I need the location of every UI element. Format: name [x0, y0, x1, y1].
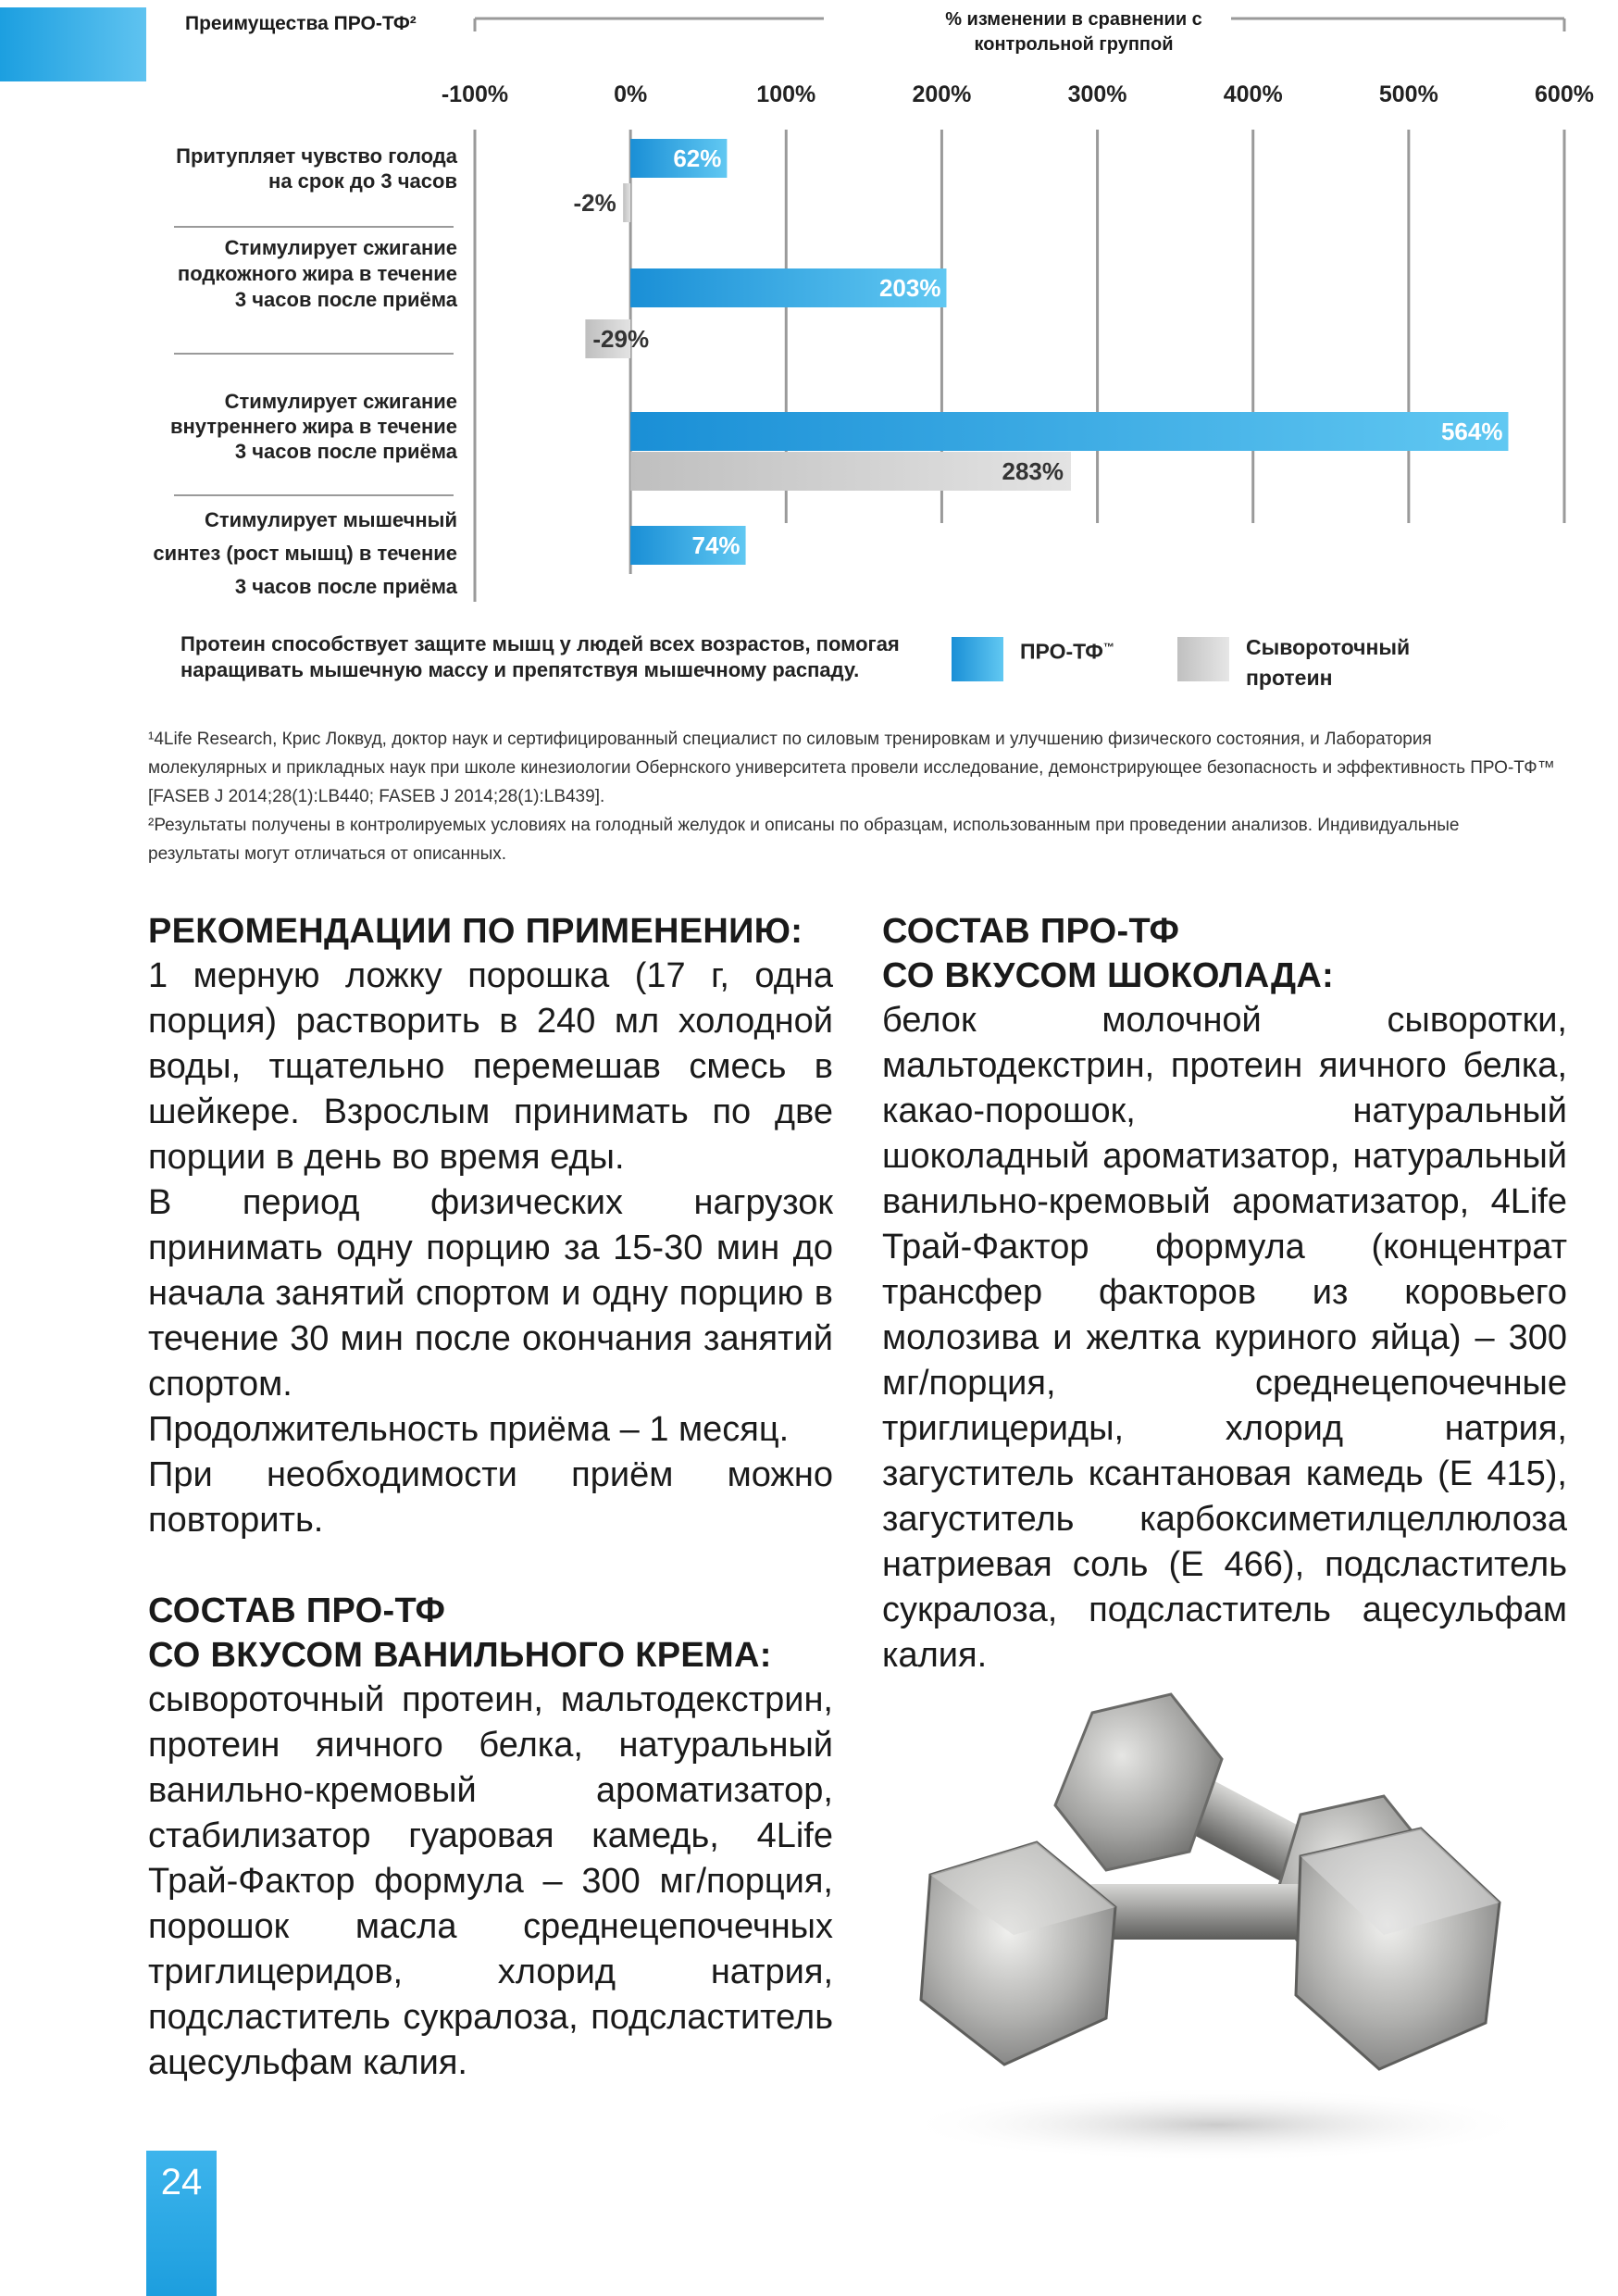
- chocolate-heading-line2: СО ВКУСОМ ШОКОЛАДА:: [882, 956, 1335, 995]
- category-label-subcutaneous-fat: [178, 235, 457, 313]
- tick-label: 500%: [1378, 81, 1438, 107]
- legend-note: [180, 631, 921, 683]
- footnotes: [148, 725, 1555, 868]
- data-label-whey: 283%: [1002, 457, 1064, 485]
- legend-label-whey-line: протеин: [1246, 666, 1333, 690]
- category-label-line: подкожного жира в течение: [177, 262, 457, 285]
- data-label-protf: 564%: [1440, 418, 1503, 445]
- footnote-1: ¹4Life Research, Крис Локвуд, доктор наук и сертифицированный специалист по силовым тренировкам и улучшению физического состояния, и Лаборатория молекулярных и прикладных наук при школе кинезиологии Обернского университета провели исследование, демонстрирующее безопасность и эффективность ПРО-ТФ™ [FASEB J 2014;28(1):LB440; FASEB J 2014;28(1):LB439].: [148, 730, 1555, 806]
- vanilla-heading-line1: СОСТАВ ПРО-ТФ: [148, 1591, 446, 1630]
- category-label-visceral-fat: [170, 389, 457, 464]
- category-label-line: Стимулирует мышечный: [204, 508, 457, 531]
- vanilla-composition: сывороточный протеин, мальтодекстрин, протеин яичного белка, натуральный ванильно-кремовый ароматизатор, стабилизатор гуаровая камедь, 4Life Трай-Фактор формула – 300 мг/порция, порошок масла среднецепочечных триглицеридов, хлорид натрия, подсластитель сукралоза, подсластитель ацесульфам калия.: [148, 1680, 833, 2082]
- legend-label-protf-text: ПРО-ТФ: [1020, 639, 1103, 664]
- bar-whey: [623, 183, 630, 222]
- data-label-protf: 62%: [673, 144, 722, 172]
- legend-label-whey: [1246, 632, 1410, 693]
- left-column: [148, 909, 833, 2086]
- chocolate-composition: белок молочной сыворотки, мальтодекстрин, протеин яичного белка, какао-порошок, натуральный шоколадный ароматизатор, натуральный ванильно-кремовый ароматизатор, 4Life Трай-Фактор формула (концентрат трансфер факторов из коровьего молозива и желтка куриного яйца) – 300 мг/порция, среднецепочечные триглицериды, хлорид натрия, загуститель ксантановая камедь (E 415), загуститель карбоксиметилцеллюлоза натриевая соль (E 466), подсластитель сукралоза, подсластитель ацесульфам калия.: [882, 1001, 1567, 1675]
- category-label-line: Притупляет чувство голода: [176, 144, 457, 168]
- category-label-line: 3 часов после приёма: [234, 288, 457, 311]
- usage-heading: РЕКОМЕНДАЦИИ ПО ПРИМЕНЕНИЮ:: [148, 912, 803, 951]
- category-label-line: 3 часов после приёма: [234, 440, 457, 463]
- front-dumbbell: [921, 1828, 1500, 2069]
- tick-label: 600%: [1535, 81, 1594, 107]
- page-number: 24: [160, 2162, 203, 2202]
- axis-title-line1: % изменении в сравнении с: [945, 9, 1202, 30]
- tick-label: 400%: [1223, 81, 1283, 107]
- category-label-line: 3 часов после приёма: [234, 575, 457, 598]
- chocolate-heading-line1: СОСТАВ ПРО-ТФ: [882, 912, 1180, 951]
- usage-paragraph-2: В период физических нагрузок принимать одну порцию за 15-30 мин до начала занятий спортом и одну порцию в течение 30 мин после окончания занятий спортом.: [148, 1183, 833, 1404]
- vanilla-heading-line2: СО ВКУСОМ ВАНИЛЬНОГО КРЕМА:: [148, 1636, 772, 1675]
- tick-label: -100%: [441, 81, 509, 107]
- axis-title: [833, 7, 1314, 57]
- tick-label: 0%: [614, 81, 648, 107]
- bar-protf: [630, 412, 1508, 451]
- axis-title-line2: контрольной группой: [974, 34, 1174, 55]
- category-label-line: на срок до 3 часов: [268, 169, 457, 193]
- category-label-line: Стимулирует сжигание: [224, 236, 457, 259]
- category-label-line: синтез (рост мышц) в течение: [153, 542, 457, 565]
- data-label-whey: -29%: [592, 325, 650, 353]
- usage-paragraph-1: 1 мерную ложку порошка (17 г, одна порция) растворить в 240 мл холодной воды, тщательно перемешав смесь в шейкере. Взрослым принимать по две порции в день во время еды.: [148, 956, 833, 1177]
- legend-label-whey-line: Сывороточный: [1246, 635, 1411, 659]
- tick-label: 100%: [756, 81, 816, 107]
- legend-label-protf: [1020, 632, 1114, 668]
- trademark-sup: ™: [1102, 641, 1114, 654]
- legend-note-line: Протеин способствует защите мышц у людей всех возрастов, помогая: [180, 632, 900, 655]
- dumbbell-shadow: [902, 2088, 1532, 2162]
- data-label-protf: 203%: [878, 274, 941, 302]
- usage-paragraph-4: При необходимости приём можно повторить.: [148, 1455, 833, 1540]
- data-label-protf: 74%: [691, 531, 741, 559]
- right-column: [882, 909, 1567, 1678]
- tick-label: 300%: [1067, 81, 1127, 107]
- category-label-line: Стимулирует сжигание: [224, 390, 457, 413]
- usage-paragraph-3: Продолжительность приёма – 1 месяц.: [148, 1410, 790, 1449]
- chart-title: Преимущества ПРО-ТФ²: [185, 13, 417, 34]
- legend-swatch-protf: [952, 637, 1003, 681]
- legend-swatch-whey: [1177, 637, 1229, 681]
- footnote-2: ²Результаты получены в контролируемых условиях на голодный желудок и описаны по образцам, использованным при проведении анализов. Индивидуальные результаты могут отличаться от описанных.: [148, 816, 1460, 864]
- category-label-muscle-synthesis: [153, 504, 457, 604]
- tick-label: 200%: [912, 81, 972, 107]
- legend-note-line: наращивать мышечную массу и препятствуя мышечному распаду.: [180, 658, 860, 681]
- dumbbells-image: [865, 1657, 1569, 2176]
- category-label-line: внутреннего жира в течение: [169, 415, 457, 438]
- category-label-hunger: [176, 144, 457, 193]
- data-label-whey: -2%: [573, 189, 616, 217]
